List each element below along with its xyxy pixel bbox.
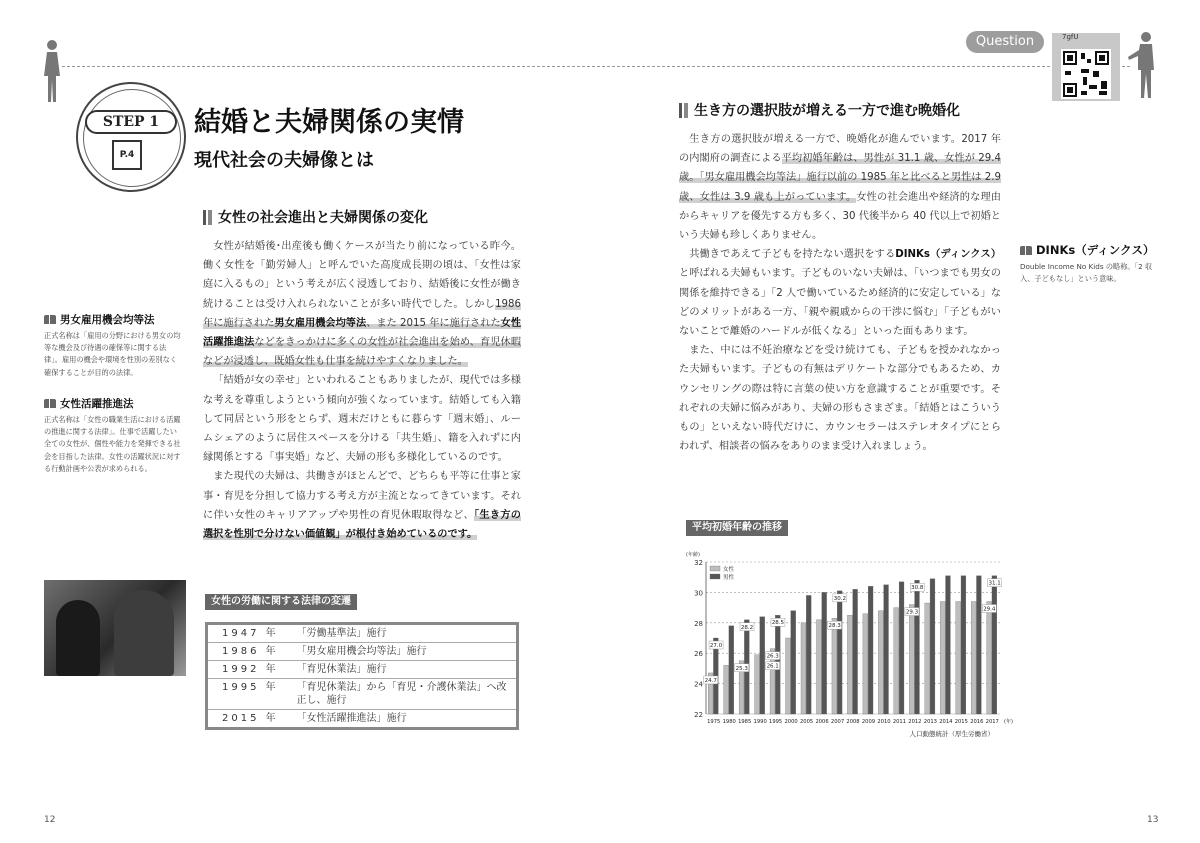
bar-female bbox=[940, 602, 945, 714]
law-name: 「男女雇用機会均等法」施行 bbox=[289, 643, 518, 661]
mother-figure bbox=[114, 590, 174, 676]
section-title: 生き方の選択肢が増える一方で進む晩婚化 bbox=[694, 103, 960, 119]
step-label: STEP 1 bbox=[85, 110, 177, 134]
note-body: 正式名称は「雇用の分野における男女の均等な機会及び待遇の確保等に関する法律」。雇用の機会や環境を性別の差別なく確保することが目的の法律。 bbox=[44, 331, 181, 377]
law-name: 「育児休業法」施行 bbox=[289, 661, 518, 679]
paragraph: 「結婚が女の幸せ」といわれることもありましたが、現代では多様な考えを尊重しようという傾向が強くなっています。結婚しても入籍して同居という形をとらず、週末だけともに暮らす「週末婚」、ルームシェアのように居住スペースを分ける「共生婚」、籍を入れずに内縁関係とする「事実婚」など、夫婦の形も多様化しているのです。 bbox=[203, 375, 521, 464]
side-note-dinks bbox=[1020, 242, 1160, 285]
x-tick-label: 2017 bbox=[985, 719, 999, 725]
highlight: 平均初婚年齢は、男性が 31.1 歳、女性が 29.4 歳。「男女雇用機会均等法」施行以前の 1985 年と比べると男性は 2.9 歳、女性は 3.9 歳も上がっています。 bbox=[679, 153, 1001, 203]
bar-female bbox=[909, 605, 914, 714]
legend-label: 女性 bbox=[723, 567, 735, 573]
bar-male bbox=[884, 585, 889, 714]
heading-bar-icon bbox=[679, 103, 688, 118]
bar-female bbox=[878, 611, 883, 714]
bar-female bbox=[801, 623, 806, 714]
y-tick-label: 30 bbox=[694, 589, 703, 598]
bar-male bbox=[853, 589, 858, 714]
bar-female bbox=[755, 655, 760, 714]
x-tick-label: 2009 bbox=[861, 719, 876, 725]
chart-title: 平均初婚年齢の推移 bbox=[686, 520, 788, 536]
book-page-icon bbox=[112, 140, 142, 170]
law-year: 1986 年 bbox=[207, 643, 289, 661]
data-label: 28.2 bbox=[740, 624, 754, 631]
paragraph: また、中には不妊治療などを受け続けても、子どもを授かれなかった夫婦もいます。子どもの有無はデリケートな部分でもあるため、カウンセリングの際は特に言葉の使い方を意識することが重要です。それぞれの夫婦に悩みがあり、夫婦の形もさまざま。「結婚とはこういうもの」といえない時代だけに、カウンセラーはステレオタイプにとらわれず、相談者の悩みをありのまま受け入れましょう。 bbox=[679, 345, 1001, 453]
section-title: 女性の社会進出と夫婦関係の変化 bbox=[218, 210, 428, 226]
x-tick-label: 2008 bbox=[846, 719, 860, 725]
law-year: 1947 年 bbox=[207, 624, 289, 643]
note-body: Double Income No Kids の略称。「2 収入、子どもなし」という意味。 bbox=[1020, 262, 1153, 284]
law-year: 1995 年 bbox=[207, 679, 289, 710]
data-label: 26.1 bbox=[766, 663, 779, 670]
right-body-text bbox=[679, 130, 1001, 456]
header-dashed-line bbox=[62, 66, 1130, 67]
bar-female bbox=[863, 614, 868, 714]
chart-source: 人口動態統計（厚生労働省） bbox=[909, 730, 994, 738]
law-history-table bbox=[205, 622, 519, 730]
data-label: 30.8 bbox=[911, 585, 924, 592]
law-year: 2015 年 bbox=[222, 713, 279, 724]
bar-female bbox=[816, 620, 821, 714]
x-tick-label: 1995 bbox=[769, 719, 783, 725]
data-label: 25.3 bbox=[735, 665, 748, 672]
step-badge bbox=[76, 82, 186, 192]
book-icon bbox=[44, 399, 56, 408]
law-row bbox=[207, 661, 518, 679]
law-row bbox=[207, 643, 518, 661]
bar-male bbox=[899, 582, 904, 714]
law-row bbox=[207, 624, 518, 643]
left-body-text bbox=[203, 237, 521, 544]
bar-female bbox=[724, 665, 729, 714]
note-title: 女性活躍推進法 bbox=[60, 398, 134, 410]
page-ref: P.4 bbox=[119, 150, 135, 160]
note-body: 正式名称は「女性の職業生活における活躍の推進に関する法律」。仕事で活躍したい全ての女性が、個性や能力を発揮できる社会を目指した法律。女性の活躍状況に対する行動計画や公表が求められる。 bbox=[44, 415, 181, 473]
data-label: 31.1 bbox=[988, 580, 1001, 587]
standing-man-icon bbox=[1126, 30, 1156, 100]
x-tick-label: 2015 bbox=[954, 719, 968, 725]
standing-woman-icon bbox=[42, 38, 62, 104]
paragraph: 女性が結婚後･出産後も働くケースが当たり前になっている昨今。働く女性を「勤労婦人」と呼んでいた高度成長期の頃は、「女性は家庭に入るもの」という考えが広く浸透しており、結婚後に女性が働き続けることは受け入れられないことが多い時代でした。しかし1986 年に施行された男女雇用機会均等法、また 2015 年に施行された女性活躍推進法などをきっかけに多くの女性が社会進出を始め、育児休暇などが浸透し、既婚女性も仕事を続けやすくなりました。 bbox=[203, 241, 522, 368]
qr-code-icon bbox=[1061, 49, 1111, 99]
legend-swatch bbox=[710, 566, 720, 571]
qr-code-label: 7gfU bbox=[1062, 33, 1079, 41]
y-tick-label: 22 bbox=[694, 711, 703, 719]
bar-male bbox=[930, 579, 935, 714]
page-number-right: 13 bbox=[1147, 815, 1159, 825]
side-note-equal-employment bbox=[44, 312, 184, 379]
x-tick-label: 2014 bbox=[939, 719, 953, 725]
data-label: 29.3 bbox=[905, 609, 919, 616]
book-icon bbox=[44, 315, 56, 324]
bar-male bbox=[806, 595, 811, 714]
bar-male bbox=[868, 586, 873, 714]
x-tick-label: 2007 bbox=[830, 719, 845, 725]
highlight: 1986 年に施行された男女雇用機会均等法、また 2015 年に施行された女性活躍推進法などをきっかけに多くの女性が社会進出を始め、育児休暇などが浸透し、既婚女性も仕事を続けやすくなりました。 bbox=[203, 298, 522, 368]
bar-female bbox=[925, 603, 930, 714]
bar-male bbox=[822, 592, 827, 714]
law-year: 1992 年 bbox=[207, 661, 289, 679]
bar-male bbox=[729, 626, 734, 714]
x-tick-label: 1985 bbox=[738, 719, 752, 725]
x-tick-label: 2013 bbox=[923, 719, 937, 725]
x-tick-label: 2016 bbox=[970, 719, 984, 725]
y-axis-label: (年齢) bbox=[686, 552, 700, 558]
chapter-subtitle: 現代社会の夫婦像とは bbox=[194, 150, 374, 171]
highlight: 「生き方の選択を性別で分けない価値観」が根付き始めているのです。 bbox=[203, 509, 521, 541]
section-heading-women bbox=[203, 207, 428, 227]
x-tick-label: 2006 bbox=[815, 719, 829, 725]
data-label: 29.4 bbox=[983, 606, 996, 613]
y-tick-label: 26 bbox=[694, 650, 703, 659]
x-tick-label: 2005 bbox=[799, 719, 814, 725]
bar-female bbox=[832, 618, 837, 714]
paragraph: 共働きであえて子どもを持たない選択をするDINKs（ディンクス）と呼ばれる夫婦もいます。子どものいない夫婦は、「いつまでも男女の関係を維持できる」「2 人で働いているため経済的に安定している」などのメリットがある一方、「親や親戚からの干渉に悩む」「子どもがいないことで離婚のハードルが低くなる」といった面もあります。 bbox=[679, 249, 1002, 338]
bar-male bbox=[915, 580, 920, 714]
legend-label: 男性 bbox=[723, 575, 735, 581]
bar-male bbox=[791, 611, 796, 714]
bar-male bbox=[837, 591, 842, 714]
child-figure bbox=[56, 600, 100, 676]
legend-swatch bbox=[710, 574, 720, 579]
law-name: 「女性活躍推進法」施行 bbox=[296, 713, 407, 724]
bar-male bbox=[946, 576, 951, 714]
x-tick-label: 1990 bbox=[753, 719, 767, 725]
qr-code[interactable] bbox=[1052, 33, 1120, 101]
bar-female bbox=[956, 602, 961, 714]
x-tick-label: 1980 bbox=[722, 719, 736, 725]
book-icon bbox=[1020, 246, 1032, 255]
law-row bbox=[207, 679, 518, 710]
paragraph: また現代の夫婦は、共働きがほとんどで、どちらも平等に仕事と家事・育児を分担して協力する考え方が主流となってきています。それに伴い女性のキャリアアップや男性の育児休暇取得など、「生き方の選択を性別で分けない価値観」が根付き始めているのです。 bbox=[203, 471, 521, 541]
data-label: 24.7 bbox=[704, 677, 717, 684]
bar-male bbox=[961, 576, 966, 714]
x-tick-label: 2011 bbox=[892, 719, 907, 725]
data-label: 26.3 bbox=[766, 653, 779, 660]
bar-female bbox=[971, 602, 976, 714]
bar-male bbox=[992, 576, 997, 714]
chapter-title: 結婚と夫婦関係の実情 bbox=[194, 107, 464, 138]
law-row bbox=[207, 710, 518, 729]
data-label: 28.5 bbox=[771, 620, 785, 627]
heading-bar-icon bbox=[203, 210, 212, 225]
law-name: 「育児休業法」から「育児・介護休業法」へ改正し、施行 bbox=[289, 679, 518, 710]
bar-male bbox=[976, 576, 981, 714]
x-tick-label: 2000 bbox=[784, 719, 798, 725]
bar-male bbox=[760, 617, 765, 714]
law-table-title: 女性の労働に関する法律の変遷 bbox=[205, 594, 357, 610]
bar-female bbox=[894, 608, 899, 714]
question-label: Question bbox=[966, 31, 1044, 53]
data-label: 30.2 bbox=[833, 595, 846, 602]
data-label: 27.0 bbox=[709, 643, 723, 649]
x-axis-suffix: (年) bbox=[1004, 719, 1013, 725]
mother-child-photo bbox=[44, 580, 186, 676]
x-tick-label: 1975 bbox=[707, 719, 721, 725]
y-tick-label: 32 bbox=[694, 559, 703, 567]
y-tick-label: 28 bbox=[694, 619, 703, 628]
law-name: 「労働基準法」施行 bbox=[289, 624, 518, 643]
side-note-women-activity bbox=[44, 396, 184, 475]
note-title: 男女雇用機会均等法 bbox=[60, 314, 155, 326]
bar-female bbox=[786, 638, 791, 714]
marriage-age-chart bbox=[682, 546, 1012, 756]
dinks-term: DINKs（ディンクス） bbox=[895, 249, 1002, 261]
bar-female bbox=[987, 602, 992, 714]
y-tick-label: 24 bbox=[694, 680, 703, 689]
section-heading-late-marriage bbox=[679, 100, 960, 120]
paragraph: 生き方の選択肢が増える一方で、晩婚化が進んでいます。2017 年の内閣府の調査による平均初婚年齢は、男性が 31.1 歳、女性が 29.4 歳。「男女雇用機会均等法」施行以前の 1985 年と比べると男性は 2.9 歳、女性は 3.9 歳も上がっています。女性の社会進出や経済的な理由からキャリアを優先する方も多く、30 代後半から 40 代以上で初婚という夫婦も珍しくありません。 bbox=[679, 134, 1001, 242]
x-tick-label: 2012 bbox=[908, 719, 922, 725]
x-tick-label: 2010 bbox=[877, 719, 891, 725]
note-title: DINKs（ディンクス） bbox=[1036, 243, 1155, 257]
data-label: 28.3 bbox=[828, 623, 841, 630]
bar-female bbox=[847, 615, 852, 714]
page-number-left: 12 bbox=[44, 815, 56, 825]
